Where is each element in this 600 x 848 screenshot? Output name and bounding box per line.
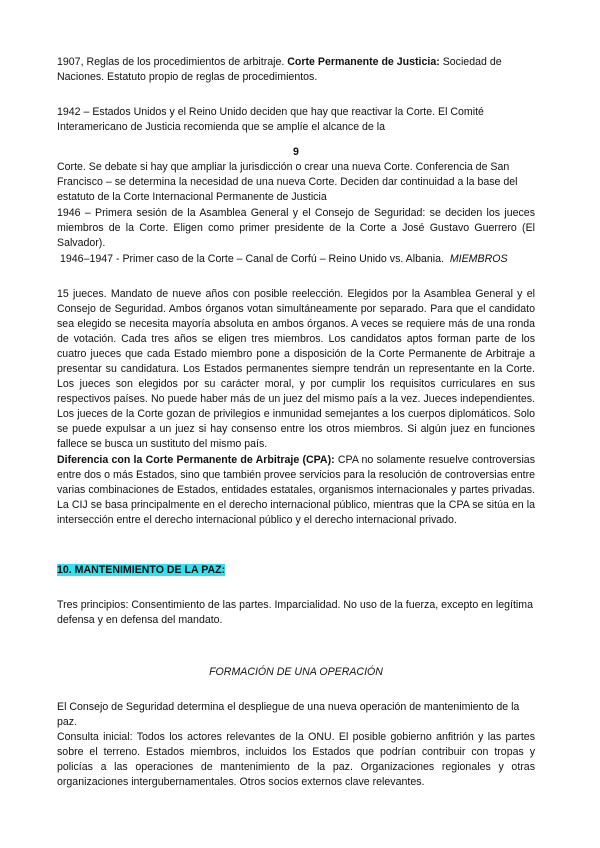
paragraph-consultation: Consulta inicial: Todos los actores relevantes de la ONU. El posible gobierno anfitrión y las partes sobre el terreno. Estados miembros, incluidos los Estados que podrían contribuir con tropas y policías a las operaciones de mantenimiento de la paz. Organizaciones regionales y otras organizaciones intergubernamentales. Otros socios externos clave relevantes. (57, 731, 535, 788)
paragraph-1907-tail: Sociedad de Naciones. Estatuto propio de reglas de procedimientos. (57, 56, 502, 83)
paragraph-cpa-bold: Diferencia con la Corte Permanente de Arbitraje (CPA): (57, 454, 335, 466)
paragraph-1946-1947 (60, 252, 538, 267)
paragraph-judges: 15 jueces. Mandato de nueve años con posible reelección. Elegidos por la Asamblea General y el Consejo de Seguridad. Ambos órganos votan simultáneamente por separado. Para que el candidato sea elegido se necesita mayoría absoluta en ambos órganos. A veces se requiere más de una ronda de votación. Cada tres años se eligen tres miembros. Los candidatos aptos forman parte de los cuatro jueces que cada Estado miembro pone a disposición de la Corte Permanente de Arbitraje a presentar su candidatura. Los Estados permanentes siempre tendrán un representante en la Corte. Los jueces son elegidos por su carácter moral, y por cumplir los requisitos curriculares en sus respectivos países. No puede haber más de un juez del mismo país a la vez. Jueces independientes. Los jueces de la Corte gozan de privilegios e inmunidad semejantes a los cuerpos diplomáticos. Solo se puede expulsar a un juez si hay consenso entre los otros miembros. Si algún juez en funciones fallece se busca un sustituto del mismo país. (57, 288, 535, 450)
paragraph-security-council: El Consejo de Seguridad determina el despliegue de una nueva operación de mantenimiento de la paz. (57, 701, 520, 728)
paragraph-principles: Tres principios: Consentimiento de las partes. Imparcialidad. No uso de la fuerza, excepto en legítima defensa y en defensa del mandato. (57, 599, 533, 626)
section-heading (57, 563, 535, 578)
subheading-operation: FORMACIÓN DE UNA OPERACIÓN (209, 666, 383, 678)
paragraph-1946-1947-text: 1946–1947 - Primer caso de la Corte – Canal de Corfú – Reino Unido vs. Albania. (60, 253, 444, 265)
members-label: MIEMBROS (449, 253, 508, 265)
paragraph-cpa (57, 453, 535, 528)
paragraph-1907-lead: 1907, Reglas de los procedimientos de arbitraje. (57, 56, 285, 68)
paragraph-corte: Corte. Se debate si hay que ampliar la jurisdicción o crear una nueva Corte. Conferencia de San Francisco – se determina la necesidad de una nueva Corte. Deciden dar continuidad a la base del estatuto de la Corte Internacional Permanente de Justicia (57, 161, 518, 203)
paragraph-1907 (57, 55, 535, 85)
section-heading-text: 10. MANTENIMIENTO DE LA PAZ: (57, 564, 226, 576)
paragraph-1942: 1942 – Estados Unidos y el Reino Unido deciden que hay que reactivar la Corte. El Comité Interamericano de Justicia recomienda que se amplíe el alcance de la (57, 106, 484, 133)
paragraph-1907-bold: Corte Permanente de Justicia: (287, 56, 440, 68)
paragraph-1946: 1946 – Primera sesión de la Asamblea General y el Consejo de Seguridad: se deciden los jueces miembros de la Corte. Eligen como primer presidente de la Corte a José Gustavo Guerrero (El Salvador). (57, 207, 535, 249)
paragraph-cpa-text: CPA no solamente resuelve controversias entre dos o más Estados, sino que también provee servicios para la resolución de controversias entre varias combinaciones de Estados, entidades estatales, organismos internacionales y partes privadas. La CIJ se basa principalmente en el derecho internacional público, mientras que la CPA se sitúa en la intersección entre el derecho internacional público y el derecho internacional privado. (57, 454, 535, 526)
page-number: 9 (293, 146, 299, 158)
